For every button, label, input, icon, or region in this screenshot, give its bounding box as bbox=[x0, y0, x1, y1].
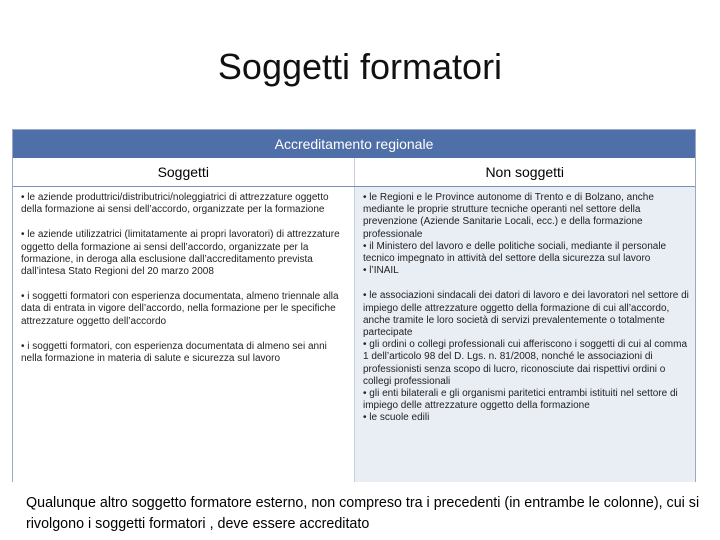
list-item: • gli enti bilaterali e gli organismi paritetici entrambi istituiti nel settore di impiego delle attrezzature oggetto della formazione bbox=[363, 388, 678, 412]
footer-note: Qualunque altro soggetto formatore esterno, non compreso tra i precedenti (in entrambe le colonne), cui si rivolgono i soggetti formatori , deve essere accreditato bbox=[26, 495, 700, 532]
non-soggetti-column bbox=[355, 187, 695, 482]
column-headers bbox=[13, 158, 695, 187]
table-body bbox=[13, 187, 695, 482]
list-item: • il Ministero del lavoro e delle politiche sociali, mediante il personale tecnico impegnato in attività del settore della sicurezza sul lavoro bbox=[363, 240, 667, 265]
list-item: • le aziende produttrici/distributrici/noleggiatrici di attrezzature oggetto della formazione ai sensi dell’accordo, organizzate per la formazione bbox=[21, 192, 329, 216]
list-item: • gli ordini o collegi professionali cui afferiscono i soggetti di cui al comma 1 dell’articolo 98 del D. Lgs. n. 81/2008, nonché le associazioni di professionisti senza scopo di lucro, riconosciute dai rispettivi ordini o collegi professionali bbox=[363, 339, 688, 387]
list-item: • le associazioni sindacali dei datori di lavoro e dei lavoratori nel settore di impiego delle attrezzature oggetto della formazione di cui all’accordo, anche tramite le loro società di servizi prevalentemente o totalmente partecipate bbox=[363, 290, 689, 339]
column-header-soggetti: Soggetti bbox=[13, 158, 355, 186]
group-spacer bbox=[363, 277, 689, 290]
accreditation-table bbox=[12, 129, 696, 482]
list-item: • le Regioni e le Province autonome di Trento e di Bolzano, anche mediante le proprie strutture tecniche operanti nel settore della prevenzione (Aziende Sanitarie Locali, ecc.) e della formazione professionale bbox=[363, 192, 654, 240]
slide-title: Soggetti formatori bbox=[217, 46, 503, 87]
column-header-non-soggetti: Non soggetti bbox=[485, 164, 565, 180]
list-item: • i soggetti formatori, con esperienza documentata di almeno sei anni nella formazione in materia di salute e sicurezza sul lavoro bbox=[21, 340, 327, 365]
table-header: Accreditamento regionale bbox=[13, 130, 695, 158]
list-item: • le aziende utilizzatrici (limitatamente ai propri lavoratori) di attrezzature oggetto della formazione ai sensi dell’accordo, organizzate per la formazione, in deroga alla esclusione dall’accreditamento prevista dall’intesa Stato Regioni del 20 marzo 2008 bbox=[21, 229, 340, 278]
list-item: • l’INAIL bbox=[363, 265, 399, 277]
soggetti-column bbox=[13, 187, 355, 482]
list-item: • i soggetti formatori con esperienza documentata, almeno triennale alla data di entrata in vigore dell’accordo, nella formazione per le specifiche attrezzature oggetto dell’accordo bbox=[21, 291, 339, 327]
list-item: • le scuole edili bbox=[363, 412, 430, 424]
